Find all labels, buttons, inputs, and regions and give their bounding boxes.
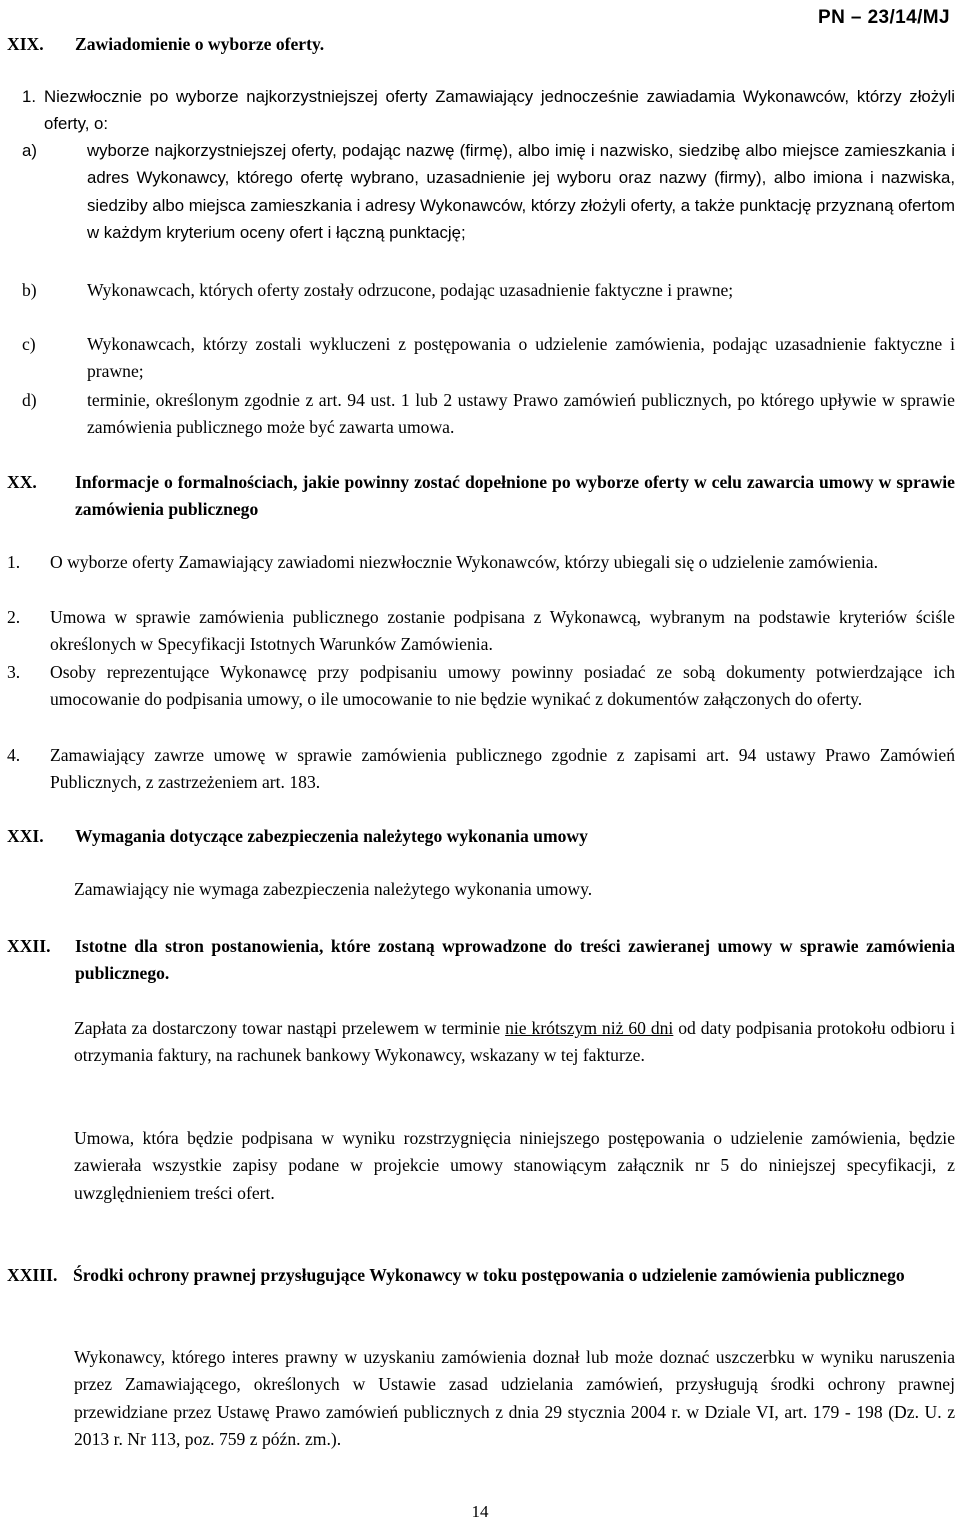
section-xxiii-number: XXIII.	[7, 1265, 58, 1285]
s19-c-text: Wykonawcach, którzy zostali wykluczeni z postępowania o udzielenie zamówienia, podając uzasadnienie faktyczne i prawne;	[87, 334, 955, 382]
s20-item-text: Umowa w sprawie zamówienia publicznego zostanie podpisana z Wykonawcą, wybranym na podstawie kryteriów ściśle określonych w Specyfikacji Istotnych Warunków Zamówienia.	[50, 607, 955, 655]
s20-item-text: Osoby reprezentujące Wykonawcę przy podpisaniu umowy powinny posiadać ze sobą dokumenty potwierdzające ich umocowanie do podpisania umowy, o ile umocowanie to nie będzie wynikać z dokumentów załączonych do oferty.	[50, 662, 955, 710]
section-xxii-title: Istotne dla stron postanowienia, które zostaną wprowadzone do treści zawieranej umowy w sprawie zamówienia publicznego.	[75, 936, 955, 984]
section-xxii-paragraph-1	[74, 1015, 955, 1070]
payment-text-end: od daty podpisania protokołu odbioru i otrzymania faktury, na rachunek bankowy Wykonawcy, wskazany w tej fakturze.	[74, 1018, 955, 1066]
section-xx-title: Informacje o formalnościach, jakie powinny zostać dopełnione po wyborze oferty w celu zawarcia umowy w sprawie zamówienia publicznego	[75, 472, 955, 520]
section-xix-number: XIX.	[7, 34, 44, 54]
s19-d-label: d)	[22, 390, 37, 410]
section-xxiii-title: Środki ochrony prawnej przysługujące Wykonawcy w toku postępowania o udzielenie zamówienia publicznego	[73, 1265, 905, 1285]
s20-item-number: 4.	[7, 745, 21, 765]
payment-text-start: Zapłata za dostarczony towar nastąpi przelewem w terminie	[74, 1018, 506, 1038]
s20-item-number: 3.	[7, 662, 21, 682]
payment-term-underlined: nie krótszym niż 60 dni	[505, 1018, 674, 1038]
s19-b-text: Wykonawcach, których oferty zostały odrzucone, podając uzasadnienie faktyczne i prawne;	[87, 280, 734, 300]
section-xxi-text: Zamawiający nie wymaga zabezpieczenia należytego wykonania umowy.	[74, 879, 593, 899]
section-xxiii-text: Wykonawcy, którego interes prawny w uzyskaniu zamówienia doznał lub może doznać uszczerbku w wyniku naruszenia przez Zamawiającego, określonych w Ustawie zasad udzielania zamówień, przysługują środki ochrony prawnej przewidziane przez Ustawę Prawo zamówień publicznych z dnia 29 stycznia 2004 r. w Dziale VI, art. 179 - 198 (Dz. U. z 2013 r. Nr 113, poz. 759 z późn. zm.).	[74, 1347, 955, 1450]
section-xx-number: XX.	[7, 472, 37, 492]
section-xxii-paragraph-2: Umowa, która będzie podpisana w wyniku rozstrzygnięcia niniejszego postępowania o udzielenie zamówienia, będzie zawierała wszystkie zapisy podane w projekcie umowy stanowiącym załącznik nr 5 do niniejszej specyfikacji, z uwzględnieniem treści ofert.	[74, 1128, 955, 1203]
section-xxii-number: XXII.	[7, 936, 51, 956]
section-xix-title: Zawiadomienie o wyborze oferty.	[75, 34, 325, 54]
s20-item-number: 1.	[7, 552, 21, 572]
document-code: PN – 23/14/MJ	[818, 7, 950, 28]
s19-b-label: b)	[22, 280, 37, 300]
section-xxi-title: Wymagania dotyczące zabezpieczenia należytego wykonania umowy	[75, 826, 588, 846]
s20-item-text: O wyborze oferty Zamawiający zawiadomi niezwłocznie Wykonawców, którzy ubiegali się o udzielenie zamówienia.	[50, 552, 878, 572]
s19-a-text: wyborze najkorzystniejszej oferty, podając nazwę (firmę), albo imię i nazwisko, siedzibę albo miejsce zamieszkania i adres Wykonawcy, którego ofertę wybrano, uzasadnienie jej wyboru oraz nazwy (firmy), albo imiona i nazwiska, siedziby albo miejsca zamieszkania i adresy Wykonawców, którzy złożyli oferty, a także punktację przyznaną ofertom w każdym kryterium oceny ofert i łączną punktację;	[87, 141, 955, 243]
s19-c-label: c)	[22, 334, 36, 354]
s19-item-text: Niezwłocznie po wyborze najkorzystniejszej oferty Zamawiający jednocześnie zawiadamia Wykonawców, którzy złożyli oferty, o:	[44, 87, 955, 134]
s20-item-text: Zamawiający zawrze umowę w sprawie zamówienia publicznego zgodnie z zapisami art. 94 ustawy Prawo Zamówień Publicznych, z zastrzeżeniem art. 183.	[50, 745, 955, 793]
s19-d-text: terminie, określonym zgodnie z art. 94 ust. 1 lub 2 ustawy Prawo zamówień publicznych, po którego upływie w sprawie zamówienia publicznego może być zawarta umowa.	[87, 390, 955, 438]
s19-a-label: a)	[22, 141, 37, 160]
s19-item-number: 1.	[22, 87, 36, 106]
section-xxi-number: XXI.	[7, 826, 44, 846]
s20-item-number: 2.	[7, 607, 21, 627]
page-number: 14	[471, 1502, 489, 1521]
